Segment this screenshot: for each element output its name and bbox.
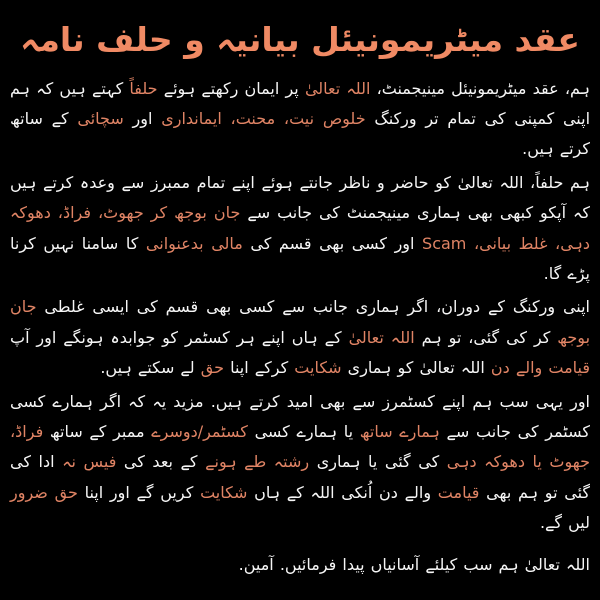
text-segment: پر ایمان رکھتے ہوئے xyxy=(157,78,305,98)
text-segment xyxy=(222,109,231,128)
text-segment: ممبر کے ساتھ xyxy=(43,421,152,441)
document-title: عقد میٹریمونیئل بیانیہ و حلف نامہ xyxy=(20,20,580,59)
highlighted-text: حلفاً xyxy=(129,78,158,98)
highlighted-text: جان بوجھ xyxy=(10,297,591,347)
text-segment: لیں گے. xyxy=(539,513,590,533)
text-segment: ہم، عقد میٹریمونیئل مینیجمنٹ، xyxy=(370,78,590,98)
text-segment: کا سامنا نہیں کرنا پڑے گا. xyxy=(10,233,590,283)
highlighted-text: اللہ تعالیٰ xyxy=(348,327,415,347)
text-segment: کے بعد کی xyxy=(116,452,206,472)
highlighted-text: جان بوجھ کر جھوٹ، فراڈ، دھوکہ دہی، غلط بیانی، Scam xyxy=(10,203,591,253)
highlighted-text: ایمانداری xyxy=(161,108,222,128)
text-segment: کرکے اپنا xyxy=(224,358,295,378)
highlighted-text: شکایت xyxy=(200,482,248,502)
paragraph xyxy=(10,292,590,383)
highlighted-text: قیامت xyxy=(437,482,480,502)
highlighted-text: مالی بدعنوانی xyxy=(145,233,243,253)
highlighted-text: فراڈ، جھوٹ یا دھوکہ دہی xyxy=(10,421,591,472)
text-segment: کر کی گئی، تو ہم xyxy=(414,327,558,347)
text-segment: ہم حلفاً، اللہ تعالیٰ کو حاضر و ناظر جانتے ہوئے اپنے تمام ممبرز سے وعدہ کرتے ہیں کہ آپکو کبھی بھی ہماری مینیجمنٹ کی جانب سے xyxy=(10,172,591,223)
closing-line xyxy=(10,550,590,580)
highlighted-text: محنت، xyxy=(230,108,276,128)
text-segment: کریں گے اور اپنا xyxy=(77,482,201,502)
highlighted-text: فیس نہ xyxy=(62,452,117,472)
text-segment: اور xyxy=(123,108,162,128)
text-segment: اللہ تعالیٰ ہم سب کیلئے آسانیاں پیدا فرمائیں. آمین. xyxy=(238,555,590,575)
paragraph xyxy=(10,387,590,539)
text-segment: کے ہاں اپنے ہر کسٹمر کو جوابدہ ہونگے اور آپ xyxy=(10,327,349,347)
text-segment: والے دن اُنکی اللہ کے ہاں xyxy=(247,482,438,502)
text-segment: اور یہی سب ہم اپنے کسٹمرز سے بھی امید کرتے ہیں. مزید یہ کہ اگر ہمارے کسی کسٹمر کی جانب سے xyxy=(10,391,591,441)
highlighted-text: خلوص نیت، xyxy=(283,108,366,128)
text-segment: کہتے ہیں کہ ہم اپنی کمپنی کی تمام تر ورکنگ xyxy=(10,78,591,128)
text-segment: اللہ تعالیٰ کو ہماری xyxy=(341,358,491,378)
highlighted-text: کسٹمر/دوسرے xyxy=(151,421,248,441)
highlighted-text: رشتہ طے ہونے xyxy=(205,452,310,472)
highlighted-text: حق ضرور xyxy=(10,482,78,502)
paragraph xyxy=(10,74,590,165)
text-segment: یا ہمارے کسی xyxy=(247,421,360,441)
highlighted-text: شکایت xyxy=(294,358,342,378)
highlighted-text: ہمارے ساتھ xyxy=(359,421,440,441)
text-segment: لے سکتے ہیں. xyxy=(100,358,201,378)
text-segment: اور کسی بھی قسم کی xyxy=(242,233,423,253)
text-segment: کی گئی یا ہماری xyxy=(309,452,447,472)
highlighted-text: قیامت والے دن xyxy=(490,358,590,378)
highlighted-text: سچائی xyxy=(77,108,124,128)
highlighted-text: حق xyxy=(200,358,224,378)
paragraph xyxy=(10,168,590,290)
text-segment: اپنی ورکنگ کے دوران، اگر ہماری جانب سے کسی بھی قسم کی ایسی غلطی xyxy=(36,297,590,317)
text-segment xyxy=(275,109,284,128)
text-segment: ادا کی گئی تو ہم بھی xyxy=(10,452,591,502)
document-body xyxy=(10,74,590,581)
highlighted-text: اللہ تعالیٰ xyxy=(304,78,371,98)
text-segment: کے ساتھ کرتے ہیں. xyxy=(10,108,590,159)
